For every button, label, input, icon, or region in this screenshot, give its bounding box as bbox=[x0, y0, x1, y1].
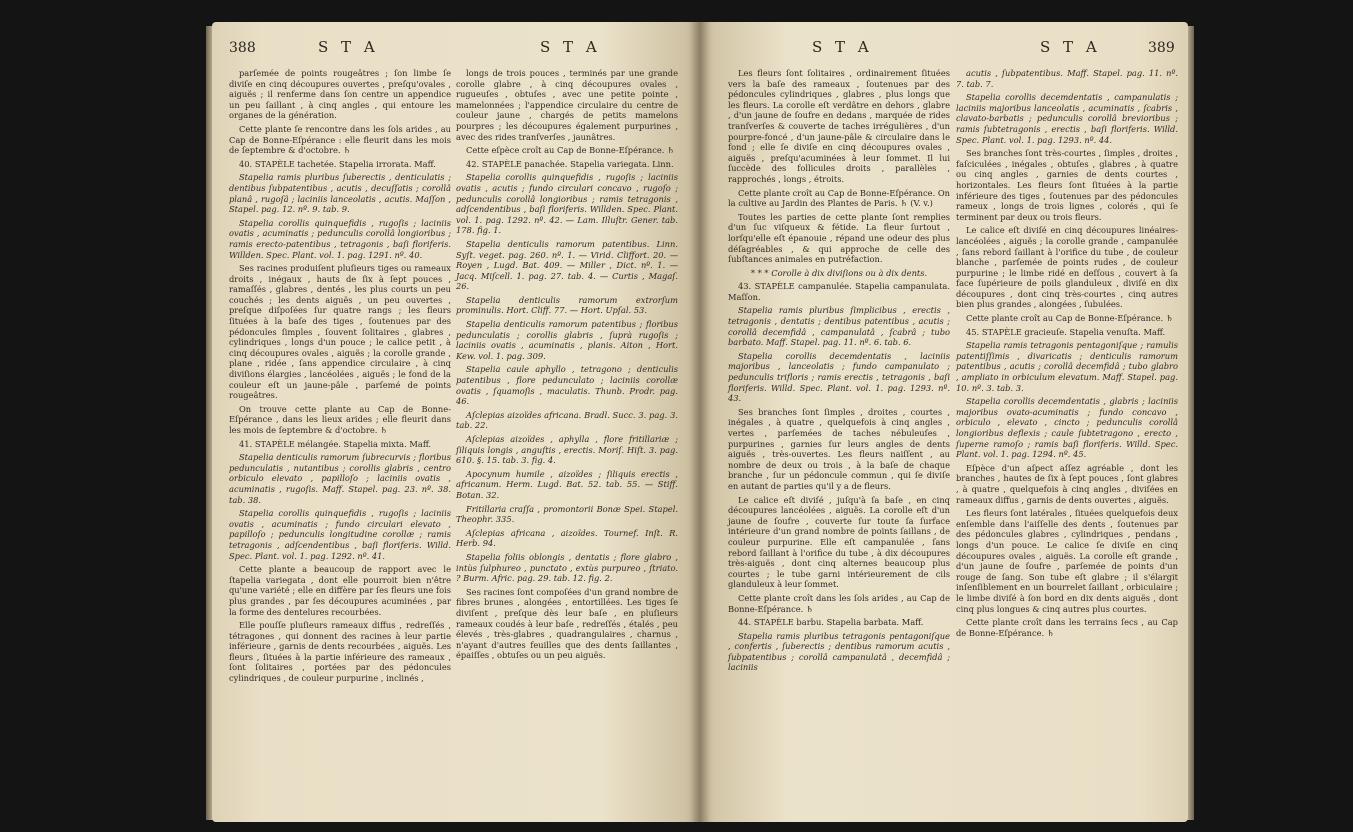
paragraph: Cette plante croît dans les terrains ſecs , au Cap de Bonne-Eſpérance. ♄ bbox=[956, 617, 1178, 638]
paragraph: Stapelia corollis decemdentatis , campanulatis ; laciniis majoribus lanceolatis , acuminatis , ſcabris , clavato-barbatis ; pedunculis corollâ brevioribus ; ramis ſubtetragonis , erectis , baſi floriferis. Willd. Spec. Plant. vol. 1. pag. 1293. nº. 44. bbox=[956, 92, 1178, 145]
paragraph: parſemée de points rougeâtres ; ſon limbe ſe diviſe en cinq découpures ouvertes , preſqu'ovales , aiguës ; il renferme dans ſon centre un appendice un peu ſaillant , à cinq angles , qui entoure les organes de la génération. bbox=[229, 68, 451, 121]
right-page-column-2 bbox=[956, 68, 1178, 641]
paragraph: Eſpèce d'un aſpect aſſez agréable , dont les branches , hautes de ſix à ſept pouces , ſont glabres , à quatre , quelquefois à cinq angles , diviſées en rameaux diffus , garnis de dents ouvertes , aiguës. bbox=[956, 462, 1178, 505]
paragraph: Stapelia ramis pluribus ſimplicibus , erectis , tetragonis , dentatis ; dentibus patentibus , acutis ; corollâ decemfidâ , campanulatâ , ſcabrâ ; tubo barbato. Maff. Stapel. pag. 11. nº. 6. tab. 6. bbox=[728, 305, 950, 348]
paragraph: Stapelia denticulis ramorum ſubrecurvis ; floribus pedunculatis , nutantibus ; corollis glabris , centro orbiculo elevato , papilloſo ; laciniis ovatis , acuminatis , rugoſis. Maff. Stapel. pag. 23. nº. 38. tab. 38. bbox=[229, 452, 451, 505]
paragraph: Stapelia ramis pluribus tetragonis pentagoniſque , confertis , ſuberectis ; dentibus ramorum acutis , ſubpatentibus ; corollâ campanulatâ , decemfidâ ; laciniis bbox=[728, 630, 950, 673]
running-head-right-1: S T A bbox=[812, 38, 873, 56]
paragraph: Ses branches ſont ſimples , droites , courtes , inégales , à quatre , quelquefois à cinq angles , vertes , parſemées de taches nébuleuſes , purpurines , garnies ſur leurs angles de dents aiguës , très-ouvertes. Les fleurs naiſſent , au nombre de deux ou trois , à la baſe de chaque branche , ſur un pédoncule commun , qui ſe diviſe en autant de parties qu'il y a de fleurs. bbox=[728, 406, 950, 491]
paragraph: Toutes les parties de cette plante ſont remplies d'un ſuc viſqueux & fétide. La fleur ſurtout , lorſqu'elle eſt épanouie , répand une odeur des plus déſagréables , & qui approche de celle des ſubſtances animales en putréfaction. bbox=[728, 211, 950, 265]
paragraph: 41. STAPÈLE mélangée. Stapelia mixta. Maff. bbox=[239, 438, 432, 449]
paragraph: Fritillaria craſſa , promontorii Bonæ Spei. Stapel. Theophr. 335. bbox=[456, 503, 678, 525]
paragraph: Stapelia ramis pluribus ſuberectis , denticulatis ; dentibus ſubpatentibus , acutis , decuſſatis ; corollâ planâ , rugoſâ ; laciniis lanceolatis , acutis. Maſſon , Stapel. pag. 12. nº. 9. tab. 9. bbox=[229, 172, 451, 215]
paragraph: Cette plante a beaucoup de rapport avec le ſtapelia variegata , dont elle pourroit bien n'être qu'une variété ; elle en diffère par ſes fleurs une fois plus grandes , par ſes découpures acuminées , par la forme des dentelures recourbées. bbox=[229, 564, 451, 617]
paragraph: Stapelia denticulis ramorum patentibus ; floribus pedunculatis ; corollis glabris , ſuprà rugoſis ; laciniis ovatis , acuminatis , planis. Aiton , Hort. Kew. vol. 1. pag. 309. bbox=[456, 319, 678, 361]
running-head-right-2: S T A bbox=[1040, 38, 1101, 56]
paragraph: Le calice eſt diviſé , juſqu'à ſa baſe , en cinq découpures lancéolées , aiguës. La corolle eſt d'un jaune de ſoufre , couverte ſur toute ſa ſurface intérieure d'un grand nombre de points ſaillans , de couleur purpurine. Elle eſt campanulée , ſans rebord ſaillant à l'orifice du tube , à dix découpures très-aiguës , dont cinq alternes beaucoup plus courtes ; le tube garni intérieurement de cils glanduleux à leur ſommet. bbox=[728, 494, 950, 590]
paragraph: Aſclepias aizoïdes , aphylla , flore fritillariæ ; ſiliquis longis , anguſtis , erectis. Moriſ. Hiſt. 3. pag. 610. §. 15. tab. 3. fig. 4. bbox=[456, 434, 678, 466]
paragraph: Stapelia denticulis ramorum extrorſum prominulis. Hort. Cliff. 77. — Hort. Upſal. 53. bbox=[456, 294, 678, 316]
paragraph: Apocynum humile , aizoïdes ; ſiliquis erectis , africanum. Herm. Lugd. Bat. 52. tab. 55. — Stiff. Botan. 32. bbox=[456, 468, 678, 500]
left-page-column-1 bbox=[229, 68, 451, 687]
running-head-left-2: S T A bbox=[540, 38, 601, 56]
paragraph: Les fleurs ſont ſolitaires , ordinairement ſituées vers la baſe des rameaux , ſoutenues par des pédoncules cylindriques , glabres , plus longs que les fleurs. La corolle eſt verdâtre en dehors , glabre , d'un jaune de ſoufre en dedans , marquée de rides tranſverſes & couverte de taches irrégulières , d'un pourpre-foncé , d'un jaune-pâle & circulaire dans le fond ; elle ſe diviſe en cinq découpures ovales , aiguës , preſqu'acuminées à leur ſommet. Il lui ſuccède des follicules droits , parallèles , rapprochés , longs , étroits. bbox=[728, 68, 950, 184]
paragraph: Stapelia corollis quinquefidis , rugoſis ; laciniis ovatis , acuminatis ; pedunculis corollâ longioribus ; ramis erecto-patentibus , tetragonis , baſi floriferis. Willden. Spec. Plant. vol. 1. pag. 1291. nº. 40. bbox=[229, 217, 451, 260]
paragraph: Ses branches ſont très-courtes , ſimples , droites , faſciculées , inégales , obtuſes , glabres , à quatre ou cinq angles , garnies de dents courtes , horizontales. Les fleurs ſont ſituées à la partie inférieure des tiges , ſoutenues par des pédoncules rameux , longs de trois lignes , colorés , qui ſe terminent par deux ou trois fleurs. bbox=[956, 148, 1178, 222]
page-number-right: 389 bbox=[1148, 40, 1175, 56]
paragraph: Aſclepias aizoïdes africana. Bradl. Succ. 3. pag. 3. tab. 22. bbox=[456, 409, 678, 431]
paragraph: Cette plante croît au Cap de Bonne-Eſpérance. ♄ bbox=[966, 313, 1174, 324]
paragraph: Cette plante croît au Cap de Bonne-Eſpérance. On la cultive au Jardin des Plantes de Paris. ♄ (V. v.) bbox=[728, 187, 950, 209]
paragraph: 42. STAPÈLE panachée. Stapelia variegata. Linn. bbox=[466, 158, 674, 169]
paragraph: 44. STAPÈLE barbu. Stapelia barbata. Maff. bbox=[738, 617, 924, 628]
paragraph: acutis , ſubpatentibus. Maff. Stapel. pag. 11. nº. 7. tab. 7. bbox=[956, 68, 1178, 89]
paragraph: Ses racines produiſent pluſieurs tiges ou rameaux droits , inégaux , hauts de ſix à ſept pouces , ramaſſés , glabres , dentés , les plus courts un peu couchés ; les dents aiguës , un peu ouvertes , preſque diſpoſées ſur quatre rangs ; les fleurs ſituées à la baſe des tiges , ſoutenues par des pédoncules ſimples , ſouvent ſolitaires , glabres , cylindriques , longs d'un pouce ; le calice petit , à cinq découpures ovales , aiguës ; la corolle grande , plane , ridée , ſans appendice circulaire , à cinq diviſions élargies , lancéolées , aiguës ; le fond de la couleur eſt un jaune-pâle , parſemé de points rougeâtres. bbox=[229, 263, 451, 401]
paragraph: Cette plante ſe rencontre dans les ſols arides , au Cap de Bonne-Eſpérance : elle fleurit dans les mois de ſeptembre & d'octobre. ♄ bbox=[229, 123, 451, 156]
paragraph: Stapelia corollis quinquefidis , rugoſis ; laciniis ovatis , acuminatis ; fundo circulari elevato , papilloſo ; pedunculis longitudine corollæ ; ramis tetragonis , adſcendentibus , baſi floriferis. Willd. Spec. Plant. vol. 1. pag. 1292. nº. 41. bbox=[229, 508, 451, 561]
paragraph: Stapelia corollis decemdentatis , laciniis majoribus , lanceolatis ; fundo campanulato ; pedunculis trifloris ; ramis erectis , tetragonis , baſi floriferis. Willd. Spec. Plant. vol. 1. pag. 1293. nº. 43. bbox=[728, 350, 950, 404]
right-page-column-1 bbox=[728, 68, 950, 676]
paragraph: Le calice eſt diviſé en cinq découpures linéaires-lancéolées , aiguës ; la corolle grande , campanulée , ſans rebord ſaillant à l'orifice du tube , de couleur blanche , parſemée de points rudes , de couleur purpurine ; le limbe ridé en deſſous , couvert à ſa face ſupérieure de poils glanduleux , diviſé en dix découpures , dont cinq très-courtes , cinq autres bien plus grandes , alongées , ſubulées. bbox=[956, 225, 1178, 310]
paragraph: On trouve cette plante au Cap de Bonne-Eſpérance , dans les lieux arides ; elle fleurit dans les mois de ſeptembre & d'octobre. ♄ bbox=[229, 403, 451, 435]
paragraph: longs de trois pouces , terminés par une grande corolle glabre , à cinq découpures ovales , rugueuſes , obtuſes , avec une petite pointe , mamelonnées ; l'appendice circulaire du centre de couleur jaune , chargés de petits mamelons pourpres ; les découpures également purpurines , avec des rides tranſverſes , jaunâtres. bbox=[456, 68, 678, 142]
paragraph: Stapelia corollis decemdentatis , glabris ; laciniis majoribus ovato-acuminatis ; fundo concavo , orbiculo , elevato , cincto ; pedunculis corollâ longioribus deflexis ; caule ſubtetragono , erecto , ſuperne ramoſo ; ramis baſi floriferis. Willd. Spec. Plant. vol. 1. pag. 1294. nº. 45. bbox=[956, 396, 1178, 460]
paragraph: 45. STAPÈLE gracieuſe. Stapelia venuſta. Maff. bbox=[966, 326, 1166, 337]
paragraph: Stapelia caule aphyllo , tetragono ; denticulis patentibus , flore pedunculato ; laciniis corollæ ovatis , ſquamoſis , maculatis. Thunb. Prodr. pag. 46. bbox=[456, 364, 678, 407]
paragraph: Stapelia denticulis ramorum patentibus. Linn. Syſt. veget. pag. 260. nº. 1. — Virid. Cliffort. 20. — Royen , Lugd. Bat. 409. — Miller , Dict. nº. 1. — Jacq. Miſcell. 1. pag. 27. tab. 4. — Curtis , Magaſ. 26. bbox=[456, 238, 678, 292]
paragraph: Les fleurs ſont latérales , ſituées quelquefois deux enſemble dans l'aiſſelle des dents , ſoutenues par des pédoncules glabres , cylindriques , pendans , longs d'un pouce. Le calice ſe diviſe en cinq découpures ovales , aiguës. La corolle eſt grande , d'un jaune de ſoufre , parſemée de points d'un rouge de ſang. Son tube eſt glabre ; il s'élargit inſenſiblement en un bourrelet ſaillant , orbiculaire ; le limbe diviſé à ſon bord en dix dents aiguës , dont cinq plus longues & cinq autres plus courtes. bbox=[956, 508, 1178, 614]
paragraph: Stapelia ramis tetragonis pentagoniſque ; ramulis patentiſſimis , divaricatis ; denticulis ramorum patentibus , acutis ; corollâ decemfidâ ; tubo glabro , ampliato in orbiculum elevatum. Maff. Stapel. pag. 10. nº. 3. tab. 3. bbox=[956, 340, 1178, 393]
paragraph: Cette eſpèce croît au Cap de Bonne-Eſpérance. ♄ bbox=[466, 145, 675, 156]
running-head-left-1: S T A bbox=[318, 38, 379, 56]
page-number-left: 388 bbox=[229, 40, 256, 56]
paragraph: Ses racines ſont compoſées d'un grand nombre de fibres brunes , alongées , entortillées. Les tiges ſe diviſent , preſque dès leur baſe , en pluſieurs rameaux coudés à leur baſe , redreſſés , étalés , peu élevés , très-glabres , quadrangulaires , charnus , n'ayant d'autres feuilles que des dents ſaillantes , épaiſſes , obtuſes ou un peu aiguës. bbox=[456, 586, 678, 661]
left-page-column-2 bbox=[456, 68, 678, 664]
paragraph: Aſclepias africana , aizoïdes. Tournef. Inſt. R. Herb. 94. bbox=[456, 527, 678, 549]
paragraph: * * * Corolle à dix diviſions ou à dix dents. bbox=[750, 267, 928, 278]
paragraph: 40. STAPÈLE tachetée. Stapelia irrorata. Maff. bbox=[239, 158, 436, 169]
paragraph: Stapelia foliis oblongis , dentatis ; flore glabro , intùs ſulphureo , punctato , extùs purpureo , ſtriato. ? Burm. Afric. pag. 29. tab. 12. fig. 2. bbox=[456, 551, 678, 584]
paragraph: 43. STAPÈLE campanulée. Stapelia campanulata. Maſſon. bbox=[728, 281, 950, 302]
paragraph: Cette plante croît dans les ſols arides , au Cap de Bonne-Eſpérance. ♄ bbox=[728, 592, 950, 614]
paragraph: Stapelia corollis quinquefidis , rugoſis ; laciniis ovatis , acutis ; fundo circulari concavo , rugoſo ; pedunculis corollâ longioribus ; ramis tetragonis , adſcendentibus , baſi floriferis. Willden. Spec. Plant. vol. 1. pag. 1292. nº. 42. — Lam. Illuſtr. Gener. tab. 178. fig. 1. bbox=[456, 172, 678, 236]
paragraph: Elle pouſſe pluſieurs rameaux diffus , redreſſés , tétragones , qui donnent des racines à leur partie inférieure , garnis de dents recourbées , aiguës. Les fleurs , ſituées à la partie inférieure des rameaux , ſont ſolitaires , portées par des pédoncules cylindriques , de couleur purpurine , inclinés , bbox=[229, 620, 451, 684]
book-gutter bbox=[690, 22, 710, 822]
